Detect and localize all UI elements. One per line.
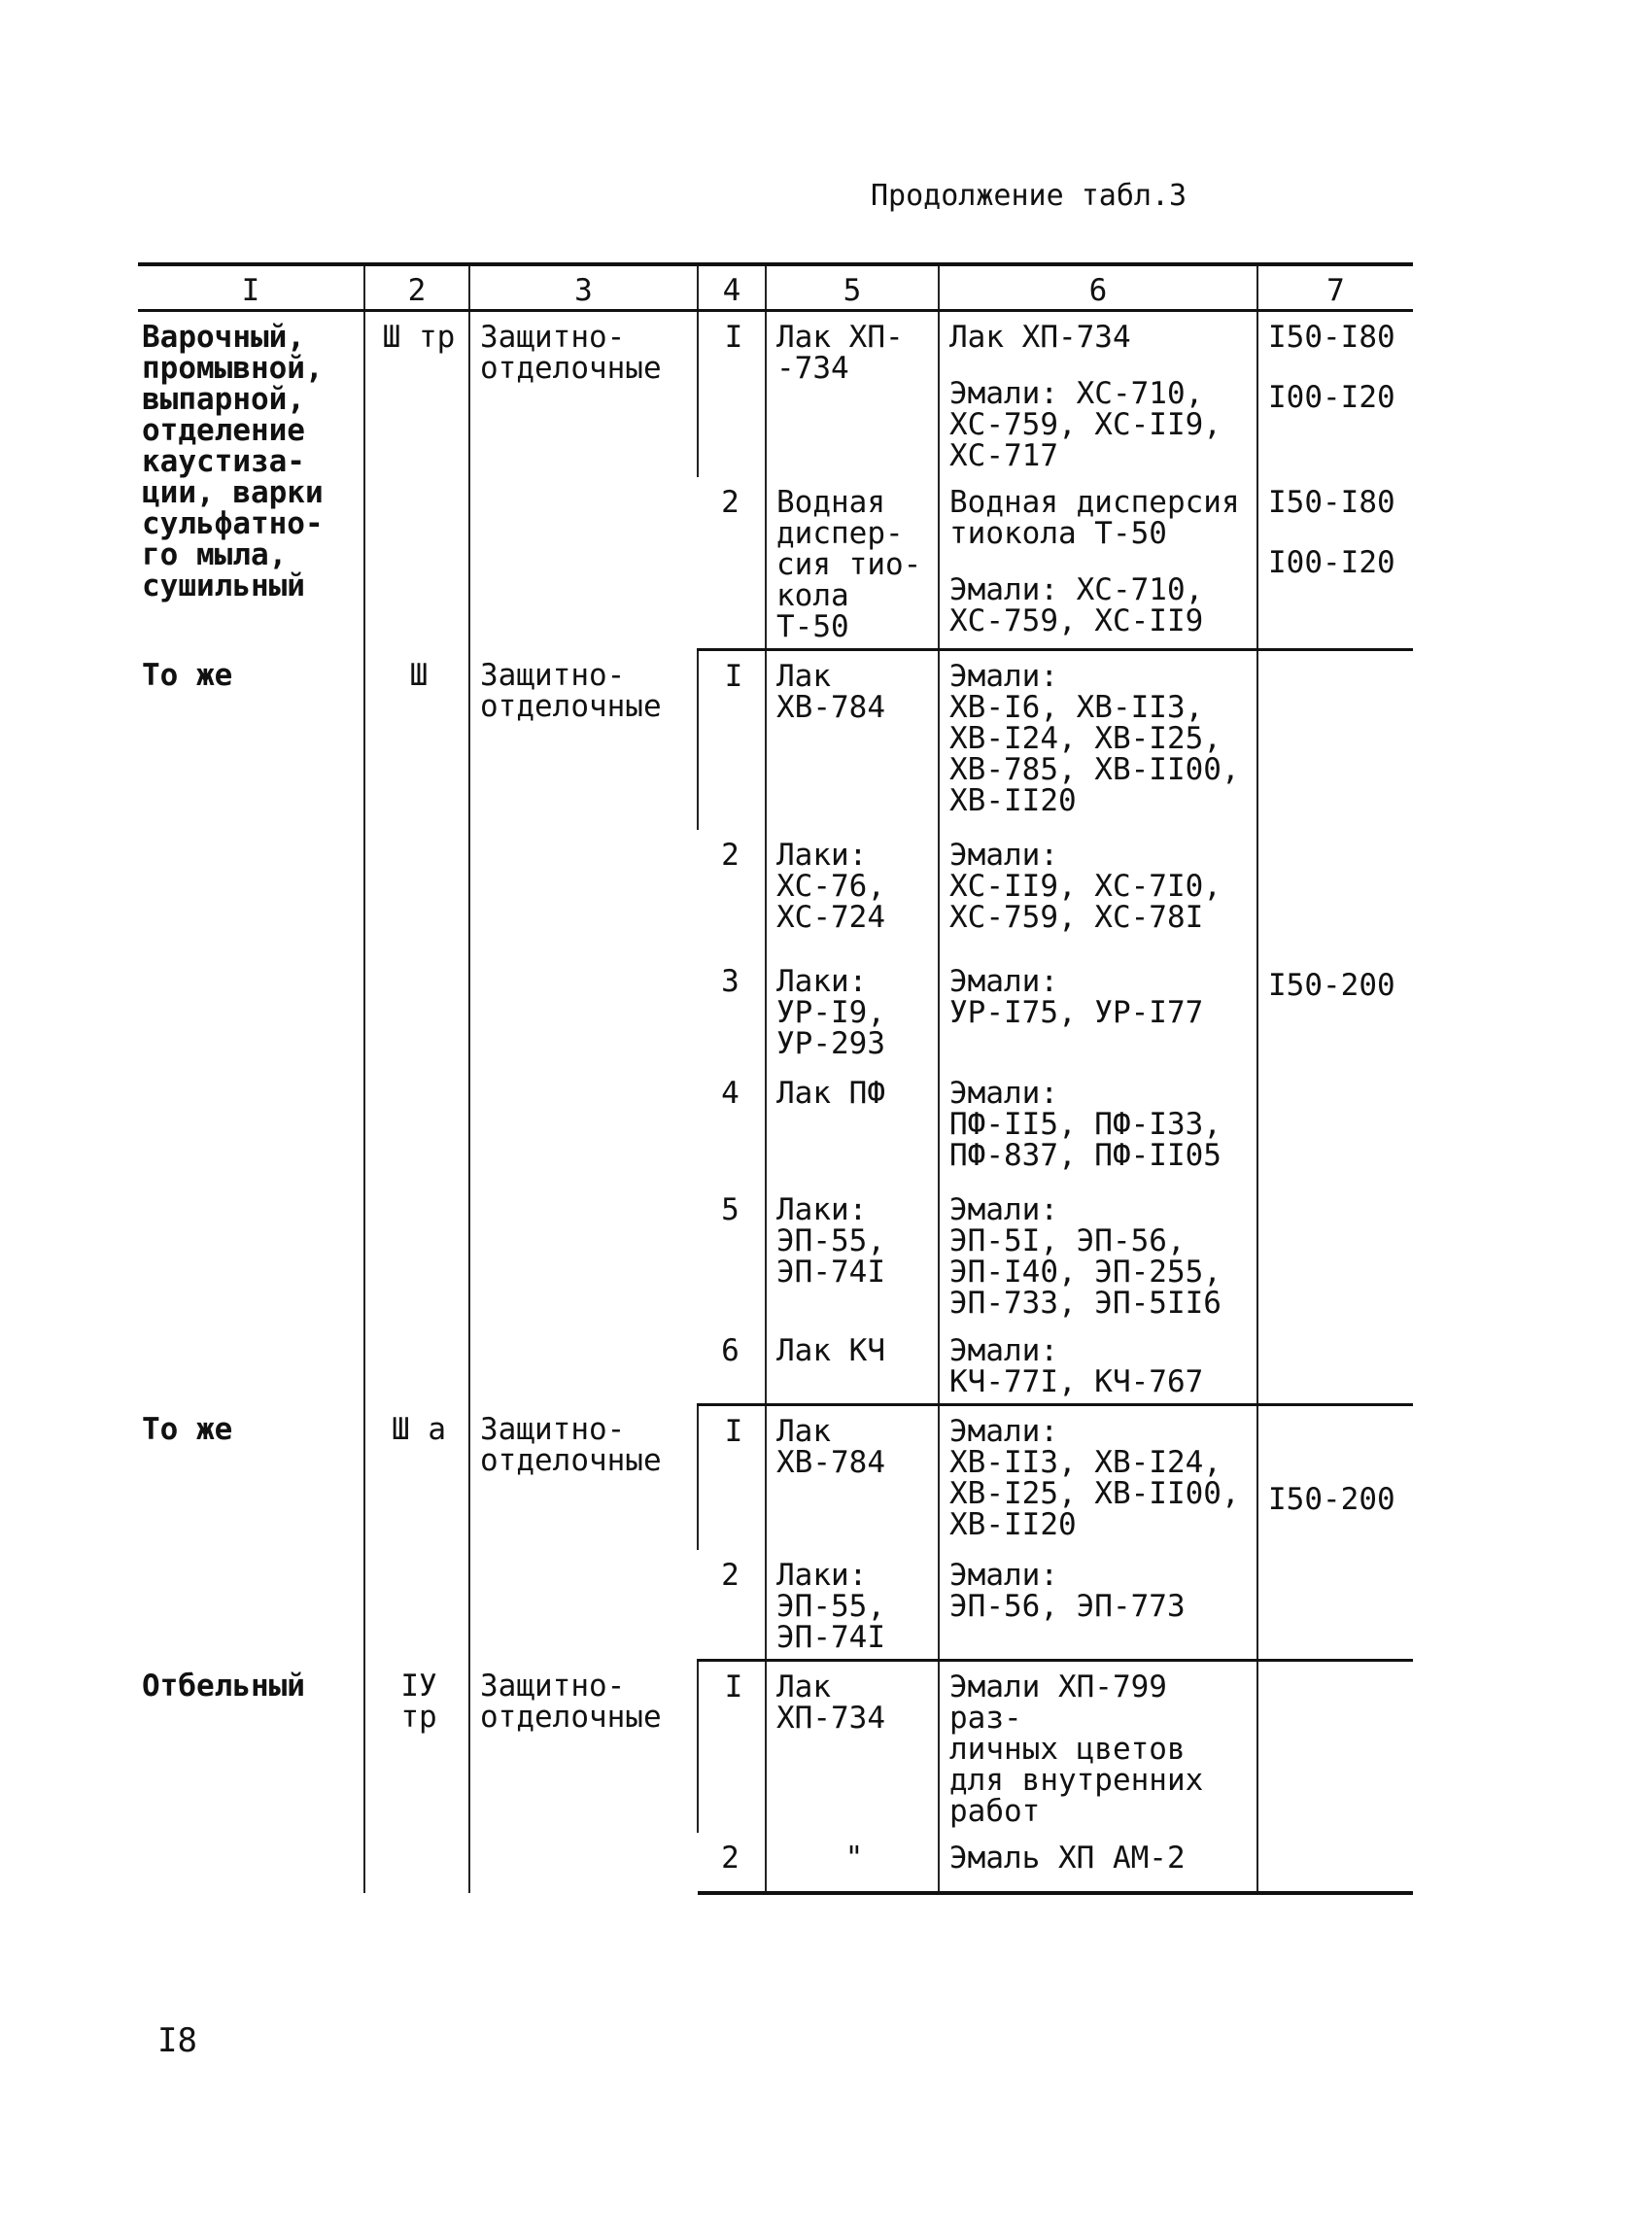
- base-varnish-cell: Водная диспер- сия тио- кола Т-50: [766, 477, 939, 650]
- table-row: [138, 1661, 1413, 1834]
- column-header: 5: [766, 264, 939, 311]
- base-varnish-cell: Лаки: ЭП-55, ЭП-74I: [766, 1185, 939, 1326]
- coating-materials-cell: [939, 1550, 1257, 1661]
- purpose-cell: Защитно- отделочные: [469, 1404, 698, 1661]
- base-varnish-cell: Лаки: УР-I9, УР-293: [766, 956, 939, 1068]
- coating-materials-cell: [939, 1326, 1257, 1405]
- coating-material: Эмаль ХП АМ-2: [949, 1841, 1186, 1876]
- coating-materials-cell: [939, 1404, 1257, 1550]
- option-number-cell: 2: [698, 1550, 766, 1661]
- column-header: 2: [364, 264, 469, 311]
- temperature-range: I00-I20: [1268, 380, 1395, 415]
- table-row: [138, 1404, 1413, 1550]
- base-varnish-cell: Лак КЧ: [766, 1326, 939, 1405]
- option-number-cell: 2: [698, 1833, 766, 1893]
- coating-material: Эмали: ХС-710, ХС-759, ХС-II9: [949, 572, 1204, 638]
- temperature-range: I50-I80: [1268, 320, 1395, 355]
- option-number-cell: 2: [721, 837, 740, 873]
- climate-cell: Ш: [364, 650, 469, 1405]
- option-number-cell: I: [698, 1404, 766, 1550]
- base-varnish-cell: Лак ХП-734: [766, 1661, 939, 1834]
- section-cell: Отбельный: [142, 1668, 305, 1704]
- option-number-cell: 5: [721, 1191, 740, 1227]
- coating-material: Эмали: ХС-710, ХС-759, ХС-II9, ХС-717: [949, 376, 1222, 473]
- purpose-cell: Защитно- отделочные: [469, 1661, 698, 1894]
- temperature-range: I50-I80: [1268, 485, 1395, 520]
- climate-cell: Ш тр: [364, 311, 469, 650]
- temperature-range: I00-I20: [1268, 545, 1395, 580]
- temperature-range: I50-200: [1268, 1481, 1395, 1517]
- option-number-cell: I: [698, 650, 766, 830]
- option-number-cell: I: [698, 1661, 766, 1834]
- column-header: 7: [1257, 264, 1413, 311]
- temperature-cell: [1257, 1068, 1413, 1185]
- temperature-cell: [1257, 1404, 1413, 1550]
- coating-materials-cell: [939, 1068, 1257, 1185]
- table-row: [138, 311, 1413, 478]
- table-continuation-title: Продолжение табл.3: [871, 179, 1187, 213]
- climate-cell: IУ тр: [364, 1661, 469, 1894]
- base-varnish-cell: Лаки: ХС-76, ХС-724: [766, 830, 939, 956]
- coating-materials-cell: [939, 1185, 1257, 1326]
- temperature-cell: [1257, 650, 1413, 830]
- temperature-cell: [1257, 1185, 1413, 1326]
- section-cell: То же: [142, 657, 233, 693]
- coatings-table: [138, 262, 1413, 1895]
- table-header-row: [138, 264, 1413, 311]
- page-number: I8: [157, 2021, 197, 2060]
- coating-material: Лак ХП-734: [949, 320, 1131, 355]
- coating-material: Эмали ХП-799 раз- личных цветов для внутренних работ: [949, 1670, 1204, 1829]
- coating-material: Эмали: УР-I75, УР-I77: [949, 963, 1204, 1030]
- column-header: I: [138, 264, 364, 311]
- temperature-cell: [1257, 1833, 1413, 1893]
- climate-cell: Ш а: [364, 1404, 469, 1661]
- column-header: 4: [698, 264, 766, 311]
- base-varnish-cell: Лак ХП- -734: [766, 311, 939, 478]
- base-varnish-cell: Лак ХВ-784: [766, 1404, 939, 1550]
- purpose-cell: Защитно- отделочные: [469, 650, 698, 1405]
- coating-materials-cell: [939, 311, 1257, 478]
- option-number-cell: 6: [698, 1326, 766, 1405]
- coating-materials-cell: [939, 1661, 1257, 1834]
- section-cell: Варочный, промывной, выпарной, отделение каустиза- ции, варки сульфатно- го мыла, сушильный: [142, 320, 324, 603]
- base-varnish-cell: Лаки: ЭП-55, ЭП-74I: [766, 1550, 939, 1661]
- coating-material: Эмали: ХС-II9, ХС-7I0, ХС-759, ХС-78I: [949, 837, 1222, 935]
- coating-material: Эмали: ЭП-5I, ЭП-56, ЭП-I40, ЭП-255, ЭП-733, ЭП-5II6: [949, 1191, 1222, 1321]
- coating-materials-cell: [939, 956, 1257, 1068]
- table-body: [138, 311, 1413, 1894]
- coating-materials-cell: [939, 830, 1257, 956]
- table-row: [138, 650, 1413, 830]
- temperature-cell: [1257, 1550, 1413, 1661]
- temperature-range: I50-200: [1268, 967, 1395, 1003]
- temperature-cell: [1257, 830, 1413, 956]
- temperature-cell: [1257, 956, 1413, 1068]
- base-varnish-cell: ": [766, 1833, 939, 1893]
- coating-materials-cell: [939, 1833, 1257, 1893]
- coating-materials-cell: [939, 650, 1257, 830]
- column-header: 6: [939, 264, 1257, 311]
- base-varnish-cell: Лак ПФ: [766, 1068, 939, 1185]
- temperature-cell: [1257, 1661, 1413, 1834]
- section-cell: То же: [142, 1412, 233, 1447]
- coating-material: Эмали: ЭП-56, ЭП-773: [949, 1558, 1186, 1624]
- coating-material: Эмали: ХВ-I6, ХВ-II3, ХВ-I24, ХВ-I25, ХВ-785, ХВ-II00, ХВ-II20: [949, 659, 1240, 818]
- option-number-cell: 3: [721, 963, 740, 999]
- option-number-cell: 2: [698, 477, 766, 650]
- coating-materials-cell: [939, 477, 1257, 650]
- coating-material: Водная дисперсия тиокола Т-50: [949, 485, 1240, 551]
- coating-material: Эмали: ПФ-II5, ПФ-I33, ПФ-837, ПФ-II05: [949, 1075, 1222, 1173]
- temperature-cell: [1257, 1326, 1413, 1405]
- option-number-cell: I: [698, 311, 766, 478]
- coating-material: Эмали: КЧ-77I, КЧ-767: [949, 1332, 1204, 1399]
- temperature-cell: [1257, 311, 1413, 478]
- base-varnish-cell: Лак ХВ-784: [766, 650, 939, 830]
- purpose-cell: Защитно- отделочные: [469, 311, 698, 650]
- column-header: 3: [469, 264, 698, 311]
- option-number-cell: 4: [721, 1075, 740, 1111]
- coating-material: Эмали: ХВ-II3, ХВ-I24, ХВ-I25, ХВ-II00, ХВ-II20: [949, 1413, 1240, 1542]
- temperature-cell: [1257, 477, 1413, 650]
